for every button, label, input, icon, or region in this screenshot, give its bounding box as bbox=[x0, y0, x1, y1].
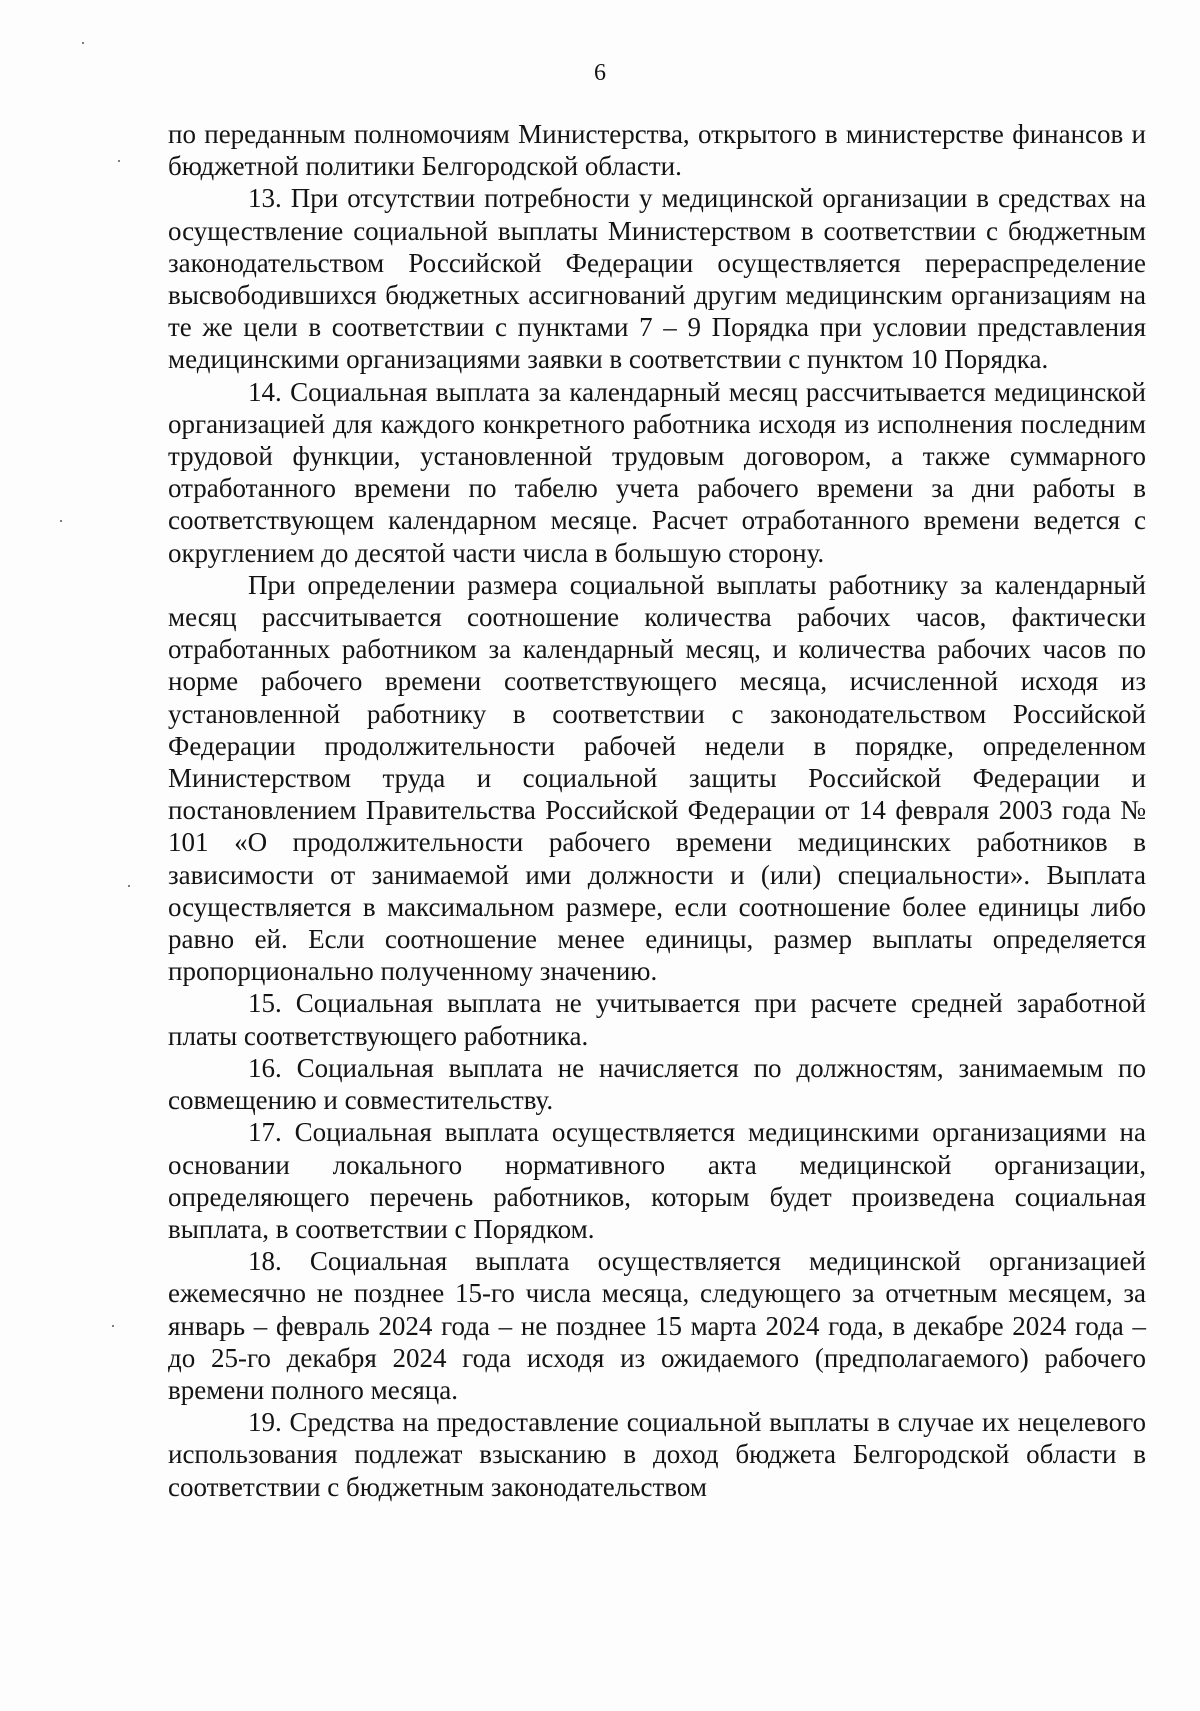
paragraph-continuation: по переданным полномочиям Министерства, открытого в министерстве финансов и бюджетной политики Белгородской области. bbox=[168, 119, 1146, 182]
scan-speck bbox=[82, 42, 84, 44]
paragraph-14: 14. Социальная выплата за календарный месяц рассчитывается медицинской организацией для каждого конкретного работника исходя из исполнения последним трудовой функции, установленной трудовым договором, а также суммарного отработанного времени по табелю учета рабочего времени за дни работы в соответствующем календарном месяце. Расчет отработанного времени ведется с округлением до десятой части числа в большую сторону. bbox=[168, 376, 1146, 568]
paragraph-14-continued: При определении размера социальной выплаты работнику за календарный месяц рассчитывается соотношение количества рабочих часов, фактически отработанных работником за календарный месяц, и количества рабочих часов по норме рабочего времени соответствующего месяца, исчисленной исходя из установленной работнику в соответствии с законодательством Российской Федерации продолжительности рабочей недели в порядке, определенном Министерством труда и социальной защиты Российской Федерации и постановлением Правительства Российской Федерации от 14 февраля 2003 года № 101 «О продолжительности рабочего времени медицинских работников в зависимости от занимаемой ими должности и (или) специальности». Выплата осуществляется в максимальном размере, если соотношение более единицы либо равно ей. Если соотношение менее единицы, размер выплаты определяется пропорционально полученному значению. bbox=[168, 569, 1146, 987]
paragraph-18: 18. Социальная выплата осуществляется медицинской организацией ежемесячно не позднее 15-го числа месяца, следующего за отчетным месяцем, за январь – февраль 2024 года – не позднее 15 марта 2024 года, в декабре 2024 года – до 25-го декабря 2024 года исходя из ожидаемого (предполагаемого) рабочего времени полного месяца. bbox=[168, 1246, 1146, 1405]
scan-speck bbox=[128, 885, 130, 887]
document-body bbox=[168, 118, 1146, 1503]
scan-speck bbox=[118, 160, 120, 162]
paragraph-17: 17. Социальная выплата осуществляется медицинскими организациями на основании локального нормативного акта медицинской организации, определяющего перечень работников, которым будет произведена социальная выплата, в соответствии с Порядком. bbox=[168, 1117, 1146, 1244]
paragraph-13: 13. При отсутствии потребности у медицинской организации в средствах на осуществление социальной выплаты Министерством в соответствии с бюджетным законодательством Российской Федерации осуществляется перераспределение высвободившихся бюджетных ассигнований другим медицинским организациям на те же цели в соответствии с пунктами 7 – 9 Порядка при условии представления медицинскими организациями заявки в соответствии с пунктом 10 Порядка. bbox=[168, 183, 1146, 375]
paragraph-19: 19. Средства на предоставление социальной выплаты в случае их нецелевого использования подлежат взысканию в доход бюджета Белгородской области в соответствии с бюджетным законодательством bbox=[168, 1407, 1146, 1502]
scan-speck bbox=[112, 1325, 114, 1327]
paragraph-16: 16. Социальная выплата не начисляется по должностям, занимаемым по совмещению и совместительству. bbox=[168, 1052, 1146, 1116]
paragraph-15: 15. Социальная выплата не учитывается при расчете средней заработной платы соответствующего работника. bbox=[168, 988, 1146, 1051]
scan-speck bbox=[60, 520, 62, 522]
page-number: 6 bbox=[594, 60, 606, 86]
